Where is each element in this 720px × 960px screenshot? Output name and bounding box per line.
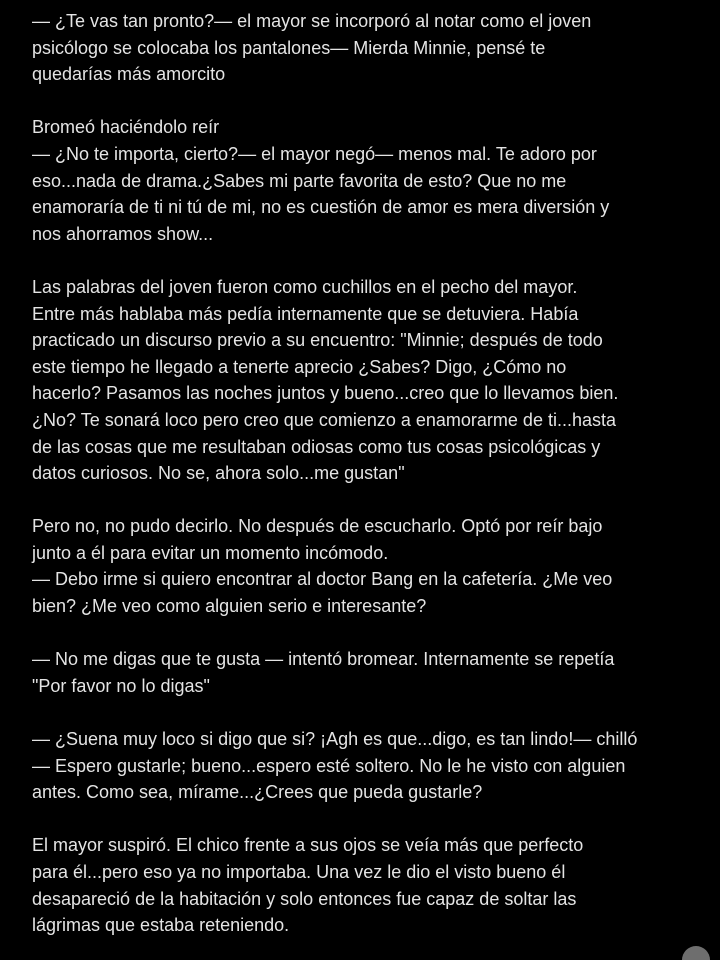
text-line: desapareció de la habitación y solo entonces fue capaz de soltar las bbox=[32, 888, 577, 909]
text-line: El mayor suspiró. El chico frente a sus ojos se veía más que perfecto bbox=[32, 835, 584, 856]
paragraph-gap bbox=[32, 620, 702, 647]
text-line: practicado un discurso previo a su encuentro: "Minnie; después de todo bbox=[32, 330, 603, 351]
text-line: bien? ¿Me veo como alguien serio e interesante? bbox=[32, 596, 427, 617]
text-line: hacerlo? Pasamos las noches juntos y bueno...creo que lo llevamos bien. bbox=[32, 383, 619, 404]
paragraph-gap bbox=[32, 487, 702, 514]
scroll-indicator[interactable] bbox=[682, 946, 710, 960]
text-line: para él...pero eso ya no importaba. Una vez le dio el visto bueno él bbox=[32, 862, 566, 882]
text-line: datos curiosos. No se, ahora solo...me gustan" bbox=[32, 463, 405, 484]
paragraph-gap bbox=[32, 806, 702, 833]
text-line: Las palabras del joven fueron como cuchillos en el pecho del mayor. bbox=[32, 276, 578, 297]
story-paragraph bbox=[32, 8, 702, 88]
paragraph-gap bbox=[32, 88, 702, 115]
text-line: — ¿Suena muy loco si digo que si? ¡Agh es que...digo, es tan lindo!— chilló bbox=[32, 729, 638, 750]
text-line: — ¿Te vas tan pronto?— el mayor se incorporó al notar como el joven bbox=[32, 11, 592, 31]
text-line: Pero no, no pudo decirlo. No después de escucharlo. Optó por reír bajo bbox=[32, 516, 603, 537]
story-paragraph bbox=[32, 646, 702, 699]
text-line: "Por favor no lo digas" bbox=[32, 675, 210, 696]
story-text bbox=[32, 8, 702, 939]
text-line: lágrimas que estaba reteniendo. bbox=[32, 915, 290, 936]
story-paragraph bbox=[32, 114, 702, 247]
text-line: — Espero gustarle; bueno...espero esté soltero. No le he visto con alguien bbox=[32, 755, 626, 776]
text-line: antes. Como sea, mírame...¿Crees que pueda gustarle? bbox=[32, 782, 483, 803]
story-paragraph bbox=[32, 832, 702, 938]
text-line: psicólogo se colocaba los pantalones— Mierda Minnie, pensé te bbox=[32, 37, 546, 58]
text-line: Bromeó haciéndolo reír bbox=[32, 117, 220, 138]
story-paragraph bbox=[32, 726, 702, 806]
text-line: enamoraría de ti ni tú de mi, no es cuestión de amor es mera diversión y bbox=[32, 197, 610, 218]
text-line: ¿No? Te sonará loco pero creo que comienzo a enamorarme de ti...hasta bbox=[32, 409, 616, 430]
text-line: — Debo irme si quiero encontrar al doctor Bang en la cafetería. ¿Me veo bbox=[32, 569, 613, 590]
text-line: de las cosas que me resultaban odiosas como tus cosas psicológicas y bbox=[32, 436, 601, 457]
text-line: — No me digas que te gusta — intentó bromear. Internamente se repetía bbox=[32, 649, 615, 670]
story-paragraph bbox=[32, 513, 702, 619]
text-line: Entre más hablaba más pedía internamente que se detuviera. Había bbox=[32, 303, 579, 324]
text-line: nos ahorramos show... bbox=[32, 223, 214, 244]
text-line: junto a él para evitar un momento incómodo. bbox=[32, 542, 389, 563]
paragraph-gap bbox=[32, 699, 702, 726]
text-line: quedarías más amorcito bbox=[32, 64, 226, 85]
story-paragraph bbox=[32, 274, 702, 487]
text-line: — ¿No te importa, cierto?— el mayor negó— menos mal. Te adoro por bbox=[32, 143, 597, 164]
paragraph-gap bbox=[32, 247, 702, 274]
text-line: eso...nada de drama.¿Sabes mi parte favorita de esto? Que no me bbox=[32, 170, 567, 191]
text-line: este tiempo he llegado a tenerte aprecio ¿Sabes? Digo, ¿Cómo no bbox=[32, 356, 567, 377]
